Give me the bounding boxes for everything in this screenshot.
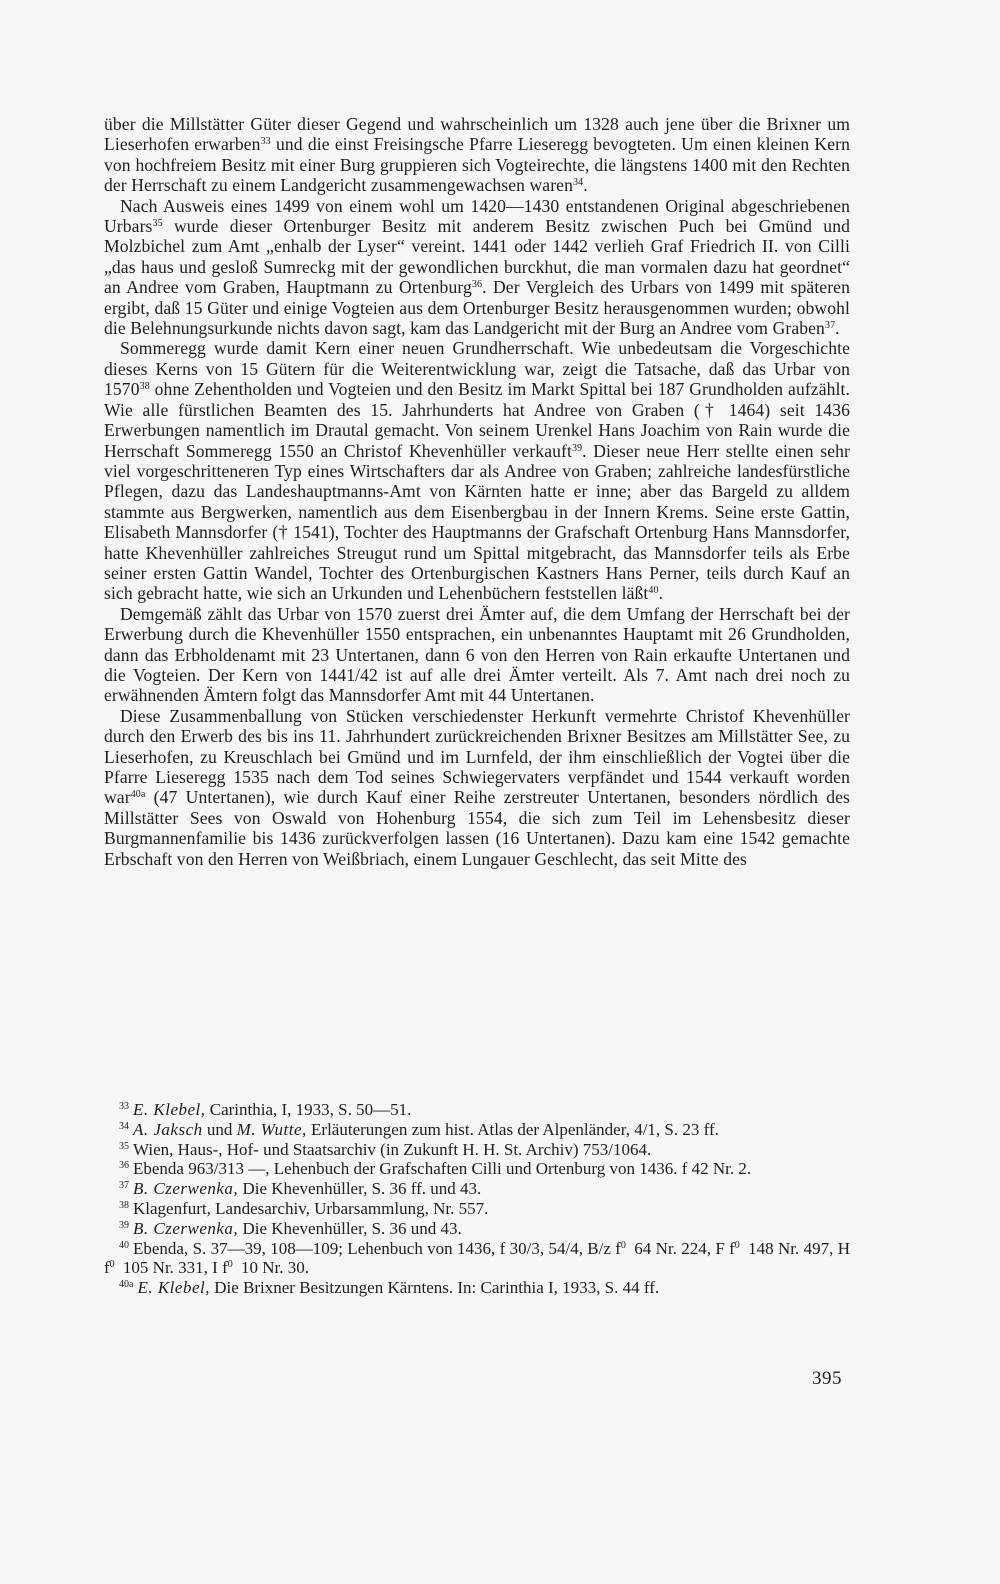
footnote-reference: 40a	[130, 789, 146, 801]
text-run: Wien, Haus-, Hof- und Staatsarchiv (in Zukunft H. H. St. Archiv) 753/1064.	[133, 1139, 652, 1159]
footnote-number: 36	[119, 1160, 129, 1172]
footnote	[104, 1199, 850, 1219]
text-run: 64 Nr. 224, F f	[629, 1238, 735, 1258]
author-name: B. Czerwenka,	[133, 1179, 239, 1199]
footnote-number: 34	[119, 1120, 129, 1132]
footnote-number: 39	[119, 1219, 129, 1231]
footnote-reference: 0	[734, 1239, 740, 1251]
text-run: Klagenfurt, Landesarchiv, Urbarsammlung, Nr. 557.	[133, 1198, 489, 1218]
paragraph	[104, 604, 850, 706]
footnote-number: 33	[119, 1101, 129, 1112]
footnote	[104, 1278, 850, 1298]
footnote-number: 37	[119, 1180, 129, 1192]
footnote-reference: 40	[648, 585, 659, 597]
text-run: Die Khevenhüller, S. 36 und 43.	[238, 1218, 462, 1238]
footnote	[104, 1120, 850, 1140]
text-run: Erläuterungen zum hist. Atlas der Alpenländer, 4/1, S. 23 ff.	[306, 1119, 719, 1139]
footnote-number: 40a	[119, 1279, 134, 1291]
text-run: Nach Ausweis eines 1499 von einem wohl um 1420—1430 entstandenen Original abgeschriebenen Urbars	[104, 195, 850, 237]
paragraph	[104, 706, 850, 869]
footnote	[104, 1140, 850, 1160]
footnote-reference: 0	[227, 1259, 233, 1271]
paragraph	[104, 114, 850, 196]
footnote-number: 35	[119, 1140, 129, 1152]
text-run: . Dieser neue Herr stellte einen sehr viel vorgeschritteneren Typ eines Wirtschafters dar als Andree von Graben; zahlreiche landesfürstliche Pflegen, dazu das Landeshauptmanns-Amt von Kärnten hatte er inne; aber das Bargeld zu alldem stammte aus Bergwerken, namentlich aus dem Eisenbergbau in der Innern Krems. Seine erste Gattin, Elisabeth Mannsdorfer († 1541), Tochter des Hauptmanns der Grafschaft Ortenburg Hans Mannsdorfer, hatte Khevenhüller zahlreiches Streugut rund um Spittal mitgebracht, das Mannsdorfer teils als Erbe seiner ersten Gattin Wandel, Tochter des Ortenburgischen Kastners Hans Perner, teils durch Kauf an sich gebracht hatte, wie sich an Urkunden und Lehenbüchern feststellen läßt	[104, 440, 850, 604]
text-run: und	[202, 1119, 237, 1139]
author-name: A. Jaksch	[133, 1119, 203, 1139]
footnote	[104, 1159, 850, 1179]
footnote-reference: 34	[572, 177, 584, 189]
footnote-reference: 33	[260, 136, 271, 148]
text-run: wurde dieser Ortenburger Besitz mit anderem Besitz zwischen Puch bei Gmünd und Molzbichel zum Amt „enhalb der Lyser“ vereint. 1441 oder 1442 verlieh Graf Friedrich II. von Cilli „das haus und gesloß Sumreckg mit der gewondlichen burckhut, die man vormalen dazu hat geordnet“ an Andree vom Graben, Hauptmann zu Ortenburg	[104, 216, 850, 298]
text-run: und die einst Freisingsche Pfarre Lieseregg bevogteten. Um einen kleinen Kern von hochfreiem Besitz mit einer Burg gruppieren sich Vogteirechte, die längstens 1400 mit den Rechten der Herrschaft zu einem Landgericht zusammengewachsen waren	[104, 134, 850, 196]
text-run: Die Brixner Besitzungen Kärntens. In: Carinthia I, 1933, S. 44 ff.	[209, 1278, 660, 1298]
footnote-reference: 36	[471, 279, 483, 291]
author-name: B. Czerwenka,	[133, 1218, 239, 1238]
footnote-reference: 37	[824, 320, 836, 332]
text-run: Ebenda, S. 37—39, 108—109; Lehenbuch von 1436, f 30/3, 54/4, B/z f	[133, 1238, 621, 1258]
text-run: .	[835, 318, 840, 339]
text-run: Diese Zusammenballung von Stücken verschiedenster Herkunft vermehrte Christof Khevenhüller durch den Erwerb des bis ins 11. Jahrhundert zurückreichenden Brixner Besitzes am Millstätter See, zu Lieserhofen, zu Kreuschlach bei Gmünd und im Lurnfeld, der ihm einschließlich der Vogtei über die Pfarre Lieseregg 1535 nach dem Tod seines Schwiegervaters verpfändet und 1544 verkauft worden war	[104, 705, 850, 808]
footnote-reference: 35	[152, 218, 163, 230]
text-run: über die Millstätter Güter dieser Gegend und wahrscheinlich um 1328 auch jene über die Brixner um Lieserhofen erwarben	[104, 114, 850, 155]
footnote	[104, 1179, 850, 1199]
footnote-reference: 38	[139, 381, 150, 393]
footnotes	[104, 1100, 850, 1298]
text-run: Sommeregg wurde damit Kern einer neuen Grundherrschaft. Wie unbedeutsam die Vorgeschichte dieses Kerns von 15 Gütern für die Weiterentwicklung war, zeigt die Tatsache, daß das Urbar von 1570	[104, 338, 850, 400]
footnote-number: 40	[119, 1239, 129, 1251]
author-name: E. Klebel,	[137, 1278, 210, 1298]
footnote-reference: 0	[109, 1259, 115, 1271]
text-run: Ebenda 963/313 —, Lehenbuch der Grafschaften Cilli und Ortenburg von 1436. f 42 Nr. 2.	[133, 1159, 752, 1179]
author-name: M. Wutte,	[236, 1119, 307, 1139]
text-run: ohne Zehentholden und Vogteien und den Besitz im Markt Spittal bei 187 Grundholden aufzählt. Wie alle fürstlichen Beamten des 15. Jahrhunderts hat Andree von Graben († 1464) seit 1436 Erwerbungen namentlich im Drautal gemacht. Von seinem Urenkel Hans Joachim von Rain wurde die Herrschaft Sommeregg 1550 an Christof Khevenhüller verkauft	[104, 379, 850, 461]
text-run: 105 Nr. 331, I f	[118, 1258, 228, 1278]
footnote-reference: 0	[620, 1239, 626, 1251]
footnote	[104, 1100, 850, 1120]
author-name: E. Klebel,	[133, 1100, 206, 1119]
body-text	[104, 114, 850, 869]
footnote	[104, 1219, 850, 1239]
text-run: 148 Nr. 497, H f	[104, 1238, 850, 1278]
text-run: (47 Untertanen), wie durch Kauf einer Reihe zerstreuter Untertanen, besonders nördlich des Millstätter Sees von Oswald von Hohenburg 1554, die sich zum Teil im Lehensbesitz dieser Burgmannenfamilie bis 1436 zurückverfolgen lassen (16 Untertanen). Dazu kam eine 1542 gemachte Erbschaft von den Herren von Weißbriach, einem Lungauer Geschlecht, das seit Mitte des	[104, 787, 850, 869]
page-number: 395	[812, 1368, 842, 1389]
text-run: Carinthia, I, 1933, S. 50—51.	[205, 1100, 412, 1119]
footnote-reference: 39	[571, 442, 583, 454]
text-run: Demgemäß zählt das Urbar von 1570 zuerst drei Ämter auf, die dem Umfang der Herrschaft bei der Erwerbung durch die Khevenhüller 1550 entsprachen, ein unbenanntes Hauptamt mit 26 Grundholden, dann das Erbholdenamt mit 23 Untertanen, dann 6 von den Herren von Rain erkaufte Untertanen und die Vogteien. Der Kern von 1441/42 ist auf alle drei Ämter verteilt. Als 7. Amt nach drei noch zu erwähnenden Ämtern folgt das Mannsdorfer Amt mit 44 Untertanen.	[104, 603, 850, 706]
text-run: . Der Vergleich des Urbars von 1499 mit späteren ergibt, daß 15 Güter und einige Vogteien aus dem Ortenburger Besitz herausgenommen wurden; obwohl die Belehnungsurkunde nichts davon sagt, kam das Landgericht mit der Burg an Andree vom Graben	[104, 277, 850, 339]
text-run: .	[658, 583, 664, 604]
footnote-number: 38	[119, 1199, 129, 1211]
text-run: 10 Nr. 30.	[236, 1258, 309, 1278]
text-run: Die Khevenhüller, S. 36 ff. und 43.	[238, 1179, 482, 1199]
footnote	[104, 1239, 850, 1279]
paragraph	[104, 196, 850, 339]
paragraph	[104, 338, 850, 603]
text-run: .	[583, 175, 588, 196]
